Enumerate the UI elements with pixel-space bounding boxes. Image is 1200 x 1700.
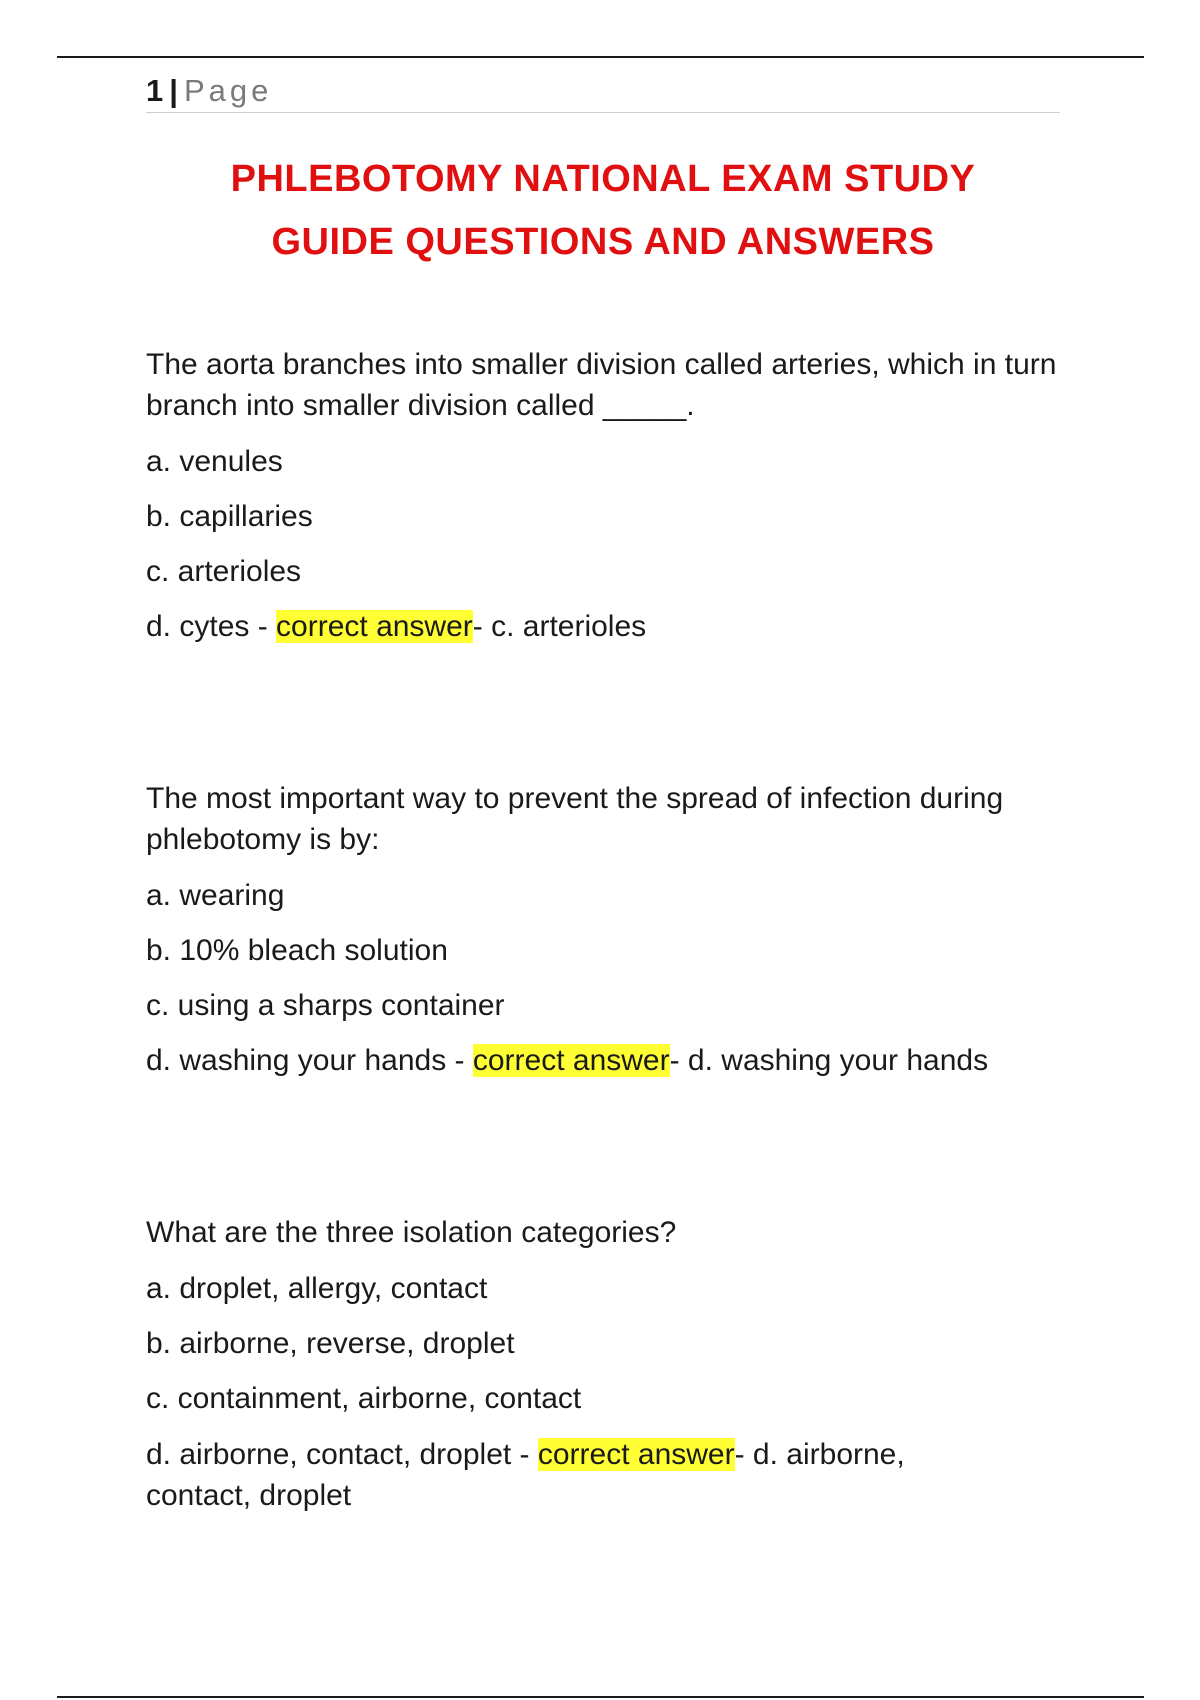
correct-answer-highlight: correct answer: [472, 1044, 670, 1077]
page-label: Page: [183, 73, 273, 108]
option-d: d. airborne, contact, droplet -: [146, 1438, 538, 1471]
page-header: [146, 70, 1060, 113]
option-d-with-answer: [146, 1434, 966, 1516]
question-text: The most important way to prevent the spread of infection during phlebotomy is by:: [146, 782, 1004, 856]
correct-answer-highlight: correct answer: [276, 610, 473, 643]
page-separator: |: [169, 73, 178, 108]
option-b: b. 10% bleach solution: [146, 934, 448, 967]
page-number: 1: [146, 73, 164, 108]
option-a: a. venules: [146, 445, 283, 478]
title-line-2: GUIDE QUESTIONS AND ANSWERS: [271, 221, 935, 263]
question-text: The aorta branches into smaller division called arteries, which in turn branch into smaller division called _____.: [146, 348, 1057, 422]
option-b: b. capillaries: [146, 500, 313, 533]
bottom-rule: [57, 1696, 1144, 1698]
option-d-with-answer: [146, 1041, 1076, 1081]
option-d: d. washing your hands -: [146, 1044, 473, 1077]
title-line-1: PHLEBOTOMY NATIONAL EXAM STUDY: [230, 158, 976, 200]
question-text: What are the three isolation categories?: [146, 1216, 677, 1249]
option-a: a. wearing: [146, 879, 285, 912]
option-c: c. arterioles: [146, 555, 302, 588]
option-c: c. containment, airborne, contact: [146, 1382, 582, 1415]
question-block-1: [146, 344, 1076, 662]
correct-answer-highlight: correct answer: [537, 1438, 735, 1471]
top-rule: [57, 56, 1144, 58]
question-block-2: [146, 778, 1076, 1096]
option-a: a. droplet, allergy, contact: [146, 1272, 488, 1305]
answer-text: - c. arterioles: [472, 610, 647, 643]
option-c: c. using a sharps container: [146, 989, 505, 1022]
answer-text: - d. washing your hands: [669, 1044, 989, 1077]
option-d-with-answer: [146, 607, 1076, 647]
question-block-3: [146, 1212, 1076, 1531]
answer-text: - d. airborne, contact, droplet: [146, 1438, 905, 1512]
option-d: d. cytes -: [146, 610, 277, 643]
document-title: [146, 148, 1060, 274]
option-b: b. airborne, reverse, droplet: [146, 1327, 515, 1360]
